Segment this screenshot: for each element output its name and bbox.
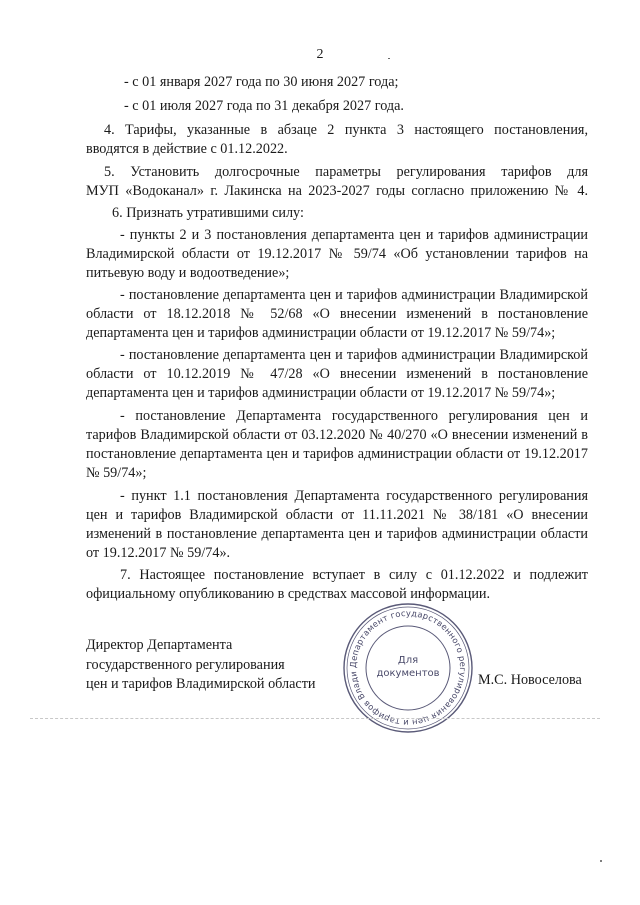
scan-speck [600,860,602,862]
seal-graphic [340,600,476,736]
text-line: 5. Установить долгосрочные параметры регулирования тарифов для [104,164,588,180]
signatory-title-line-3: цен и тарифов Владимирской области [86,676,316,692]
text-line: - постановление Департамента государственного регулирования цен и [120,408,588,424]
seal-center-line-2: документов [376,668,440,679]
text-line: - с 01 января 2027 года по 30 июня 2027 года; [124,74,399,90]
text-line: официальному опубликованию в средствах массовой информации. [86,586,491,602]
seal-center-line-1: Для [397,655,419,666]
text-line: № 59/74»; [86,465,147,481]
text-line: области от 10.12.2019 № 47/28 «О внесении изменений в постановление [86,366,588,382]
signatory-title-line-2: государственного регулирования [86,656,285,673]
text-line: - постановление департамента цен и тарифов администрации Владимирской [120,347,588,363]
text-line: - с 01 июля 2027 года по 31 декабря 2027 года. [124,98,404,114]
text-line: 6. Признать утратившими силу: [112,205,304,221]
text-line: Владимирской области от 19.12.2017 № 59/74 «Об установлении тарифов на [86,246,588,262]
seal-ring-text: Департамент государственного регулирования цен и тарифов Влади [347,607,469,729]
text-line: изменений в постановление департамента цен и тарифов администрации области [86,526,588,542]
text-line: - пункт 1.1 постановления Департамента государственного регулирования [120,488,588,504]
signature-block [86,636,316,695]
text-line: питьевую воду и водоотведение»; [86,265,290,281]
text-line: от 19.12.2017 № 59/74». [86,545,231,561]
text-line: вводятся в действие с 01.12.2022. [86,141,288,157]
official-seal [340,600,476,736]
page-number: 2 [316,47,324,62]
text-line: 4. Тарифы, указанные в абзаце 2 пункта 3 настоящего постановления, [104,122,588,138]
text-line: области от 18.12.2018 № 52/68 «О внесении изменений в постановление [86,306,588,322]
text-line: - пункты 2 и 3 постановления департамента цен и тарифов администрации [120,227,588,243]
signatory-title-line-1: Директор Департамента [86,637,233,653]
text-line: постановление департамента цен и тарифов администрации области от 19.12.2017 [86,446,588,462]
text-line: 7. Настоящее постановление вступает в силу с 01.12.2022 и подлежит [120,567,588,583]
text-line: МУП «Водоканал» г. Лакинска на 2023-2027 годы согласно приложению № 4. [86,183,588,199]
scan-speck [388,58,390,59]
scan-artifact-line [30,718,600,719]
text-line: тарифов Владимирской области от 03.12.2020 № 40/270 «О внесении изменений в [86,427,588,443]
text-line: - постановление департамента цен и тарифов администрации Владимирской [120,287,588,303]
text-line: департамента цен и тарифов администрации области от 19.12.2017 № 59/74»; [86,385,556,401]
text-line: департамента цен и тарифов администрации области от 19.12.2017 № 59/74»; [86,325,556,341]
signatory-name: М.С. Новоселова [478,672,582,688]
text-line: цен и тарифов Владимирской области от 11.11.2021 № 38/181 «О внесении [86,507,588,523]
